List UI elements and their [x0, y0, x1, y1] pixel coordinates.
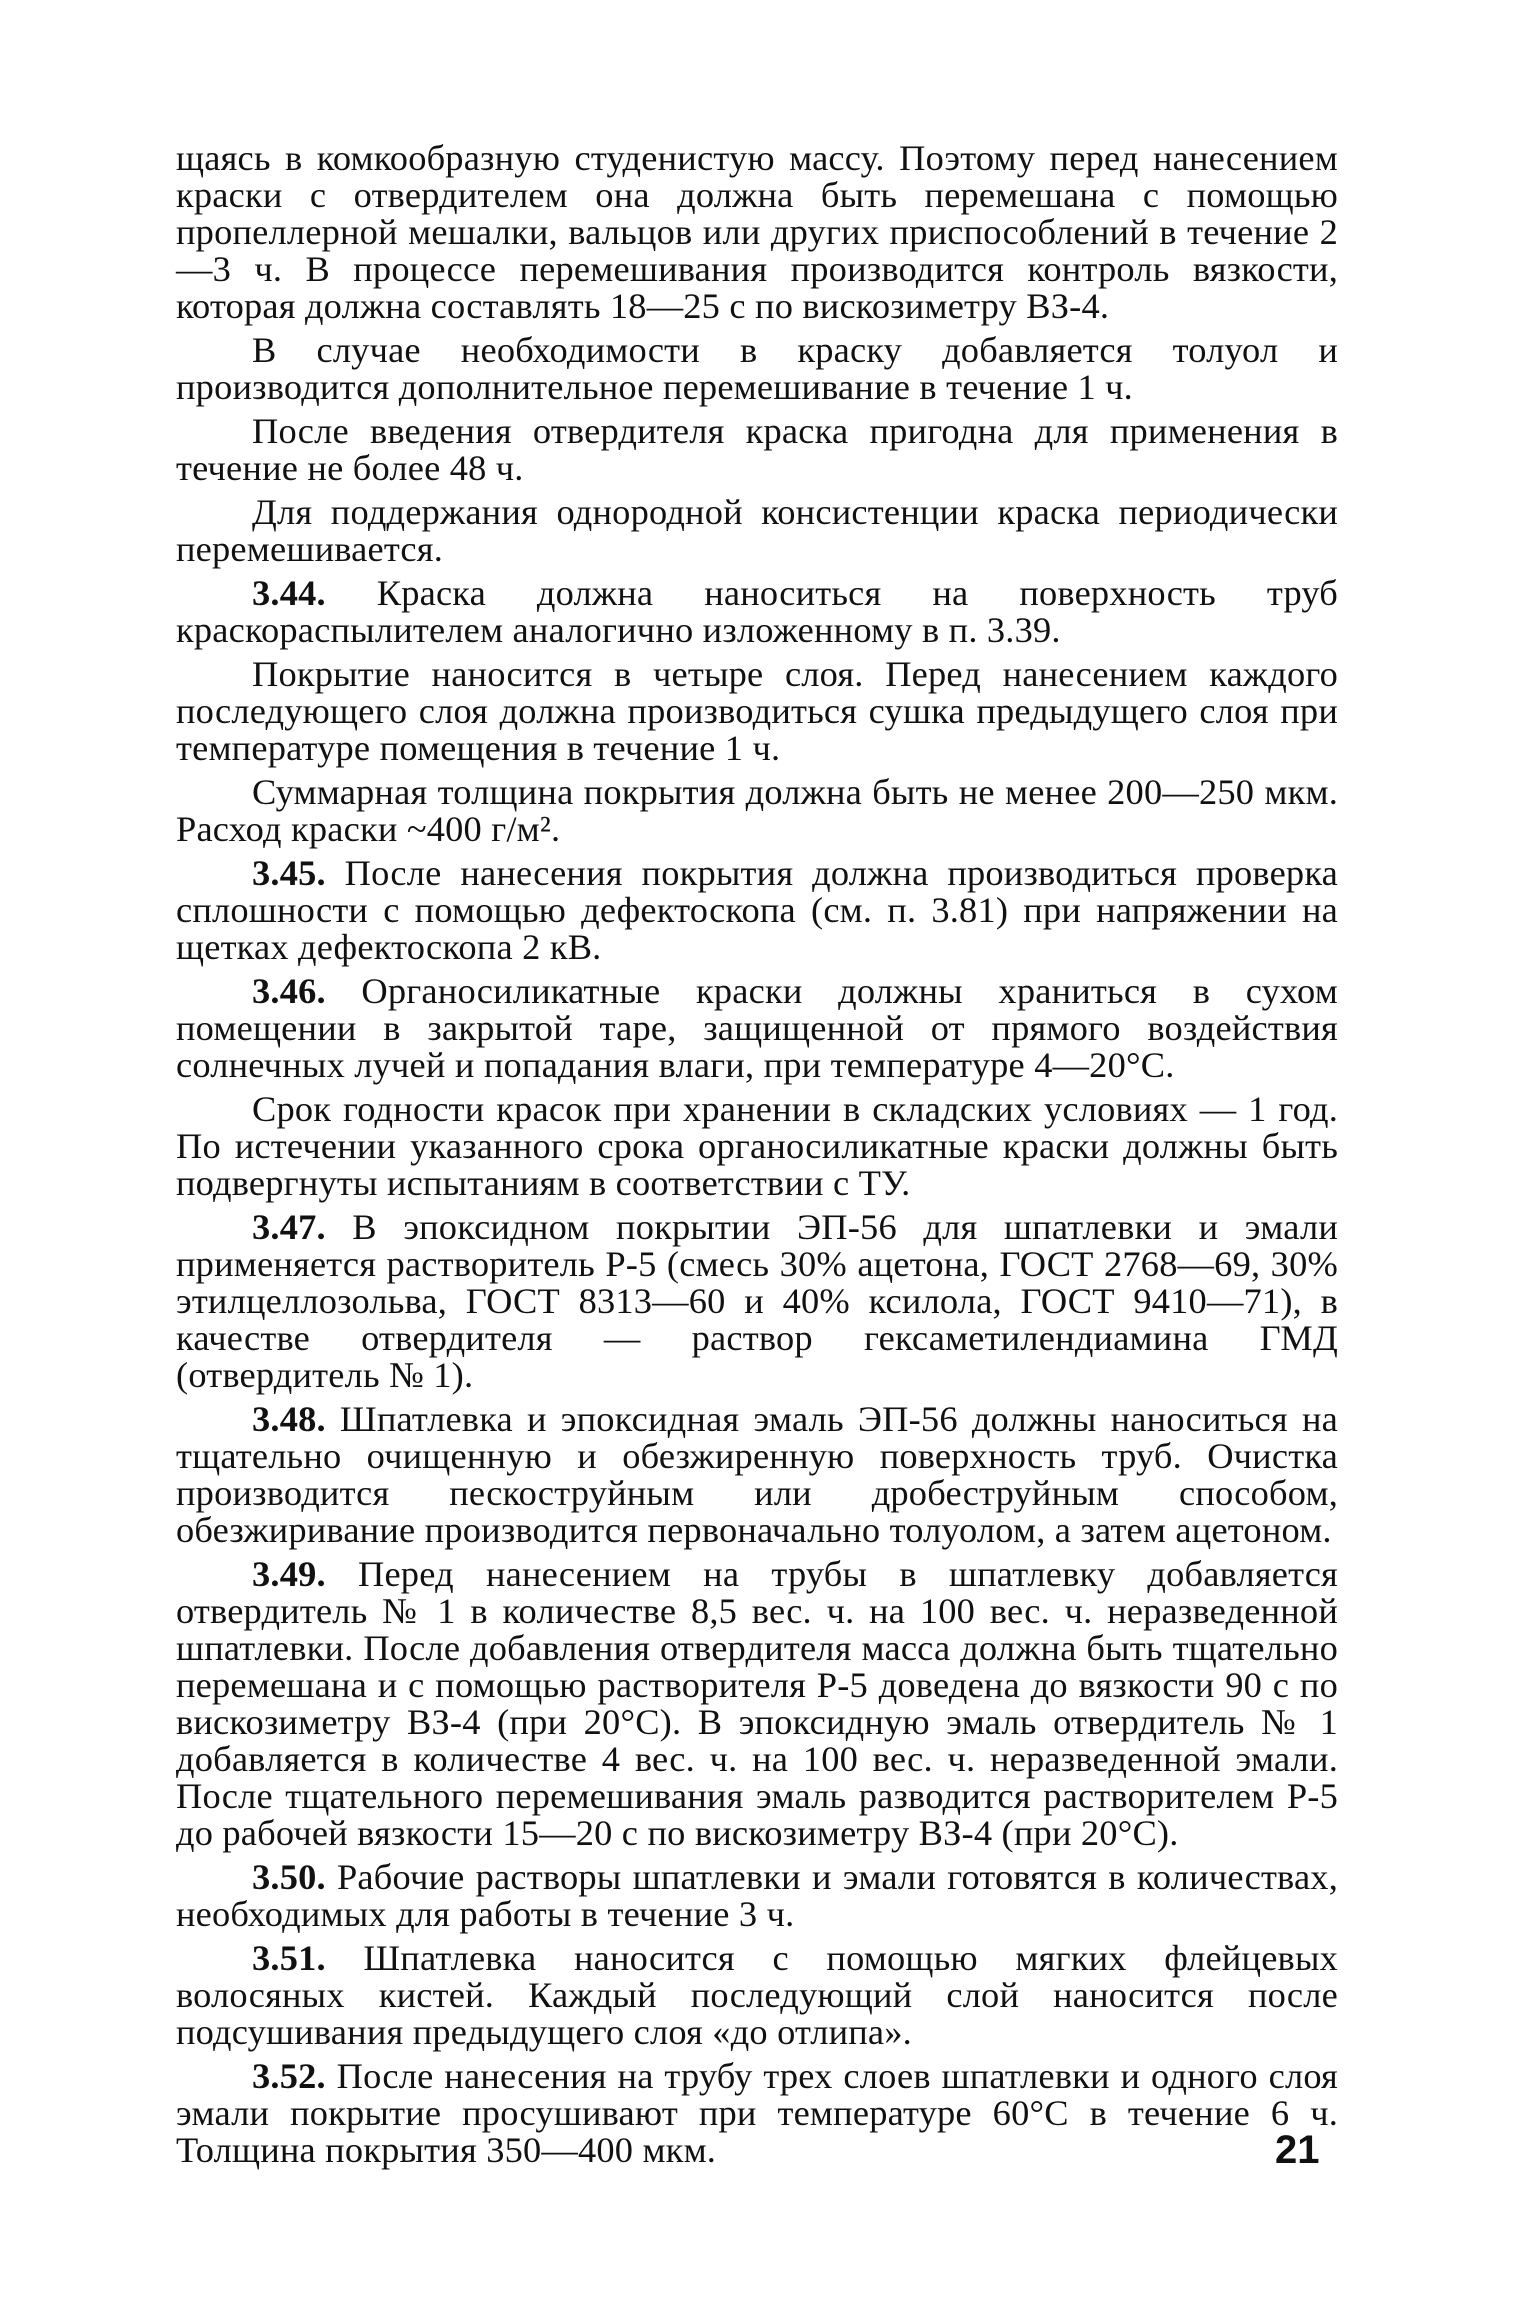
paragraph-text: Краска должна наноситься на поверхность труб краскораспылителем аналогично изложенному в п. 3.39.	[176, 573, 1338, 650]
paragraph-3-48	[176, 1401, 1338, 1549]
paragraph-text: После введения отвердителя краска пригодна для применения в течение не более 48 ч.	[176, 411, 1338, 488]
paragraph-thickness	[176, 774, 1338, 848]
paragraph-3-50	[176, 1859, 1338, 1933]
paragraph-layers	[176, 656, 1338, 767]
paragraph-text: Покрытие наносится в четыре слоя. Перед нанесением каждого последующего слоя должна производиться сушка предыдущего слоя при температуре помещения в течение 1 ч.	[176, 654, 1338, 768]
section-number: 3.47.	[252, 1207, 326, 1247]
paragraph-text: Для поддержания однородной консистенции краска периодически перемешивается.	[176, 492, 1338, 569]
section-number: 3.51.	[252, 1938, 326, 1978]
paragraph-3-51	[176, 1940, 1338, 2051]
document-page	[176, 140, 1338, 2176]
paragraph-text: В эпоксидном покрытии ЭП-56 для шпатлевки и эмали применяется растворитель Р-5 (смесь 30% ацетона, ГОСТ 2768—69, 30% этилцеллозольва, ГОСТ 8313—60 и 40% ксилола, ГОСТ 9410—71), в качестве отвердителя — раствор гексаметилендиамина ГМД (отвердитель № 1).	[176, 1207, 1338, 1395]
paragraph-text: После нанесения покрытия должна производиться проверка сплошности с помощью дефектоскопа (см. п. 3.81) при напряжении на щетках дефектоскопа 2 кВ.	[176, 853, 1338, 967]
paragraph-hardener-pot-life	[176, 413, 1338, 487]
paragraph-text: Шпатлевка и эпоксидная эмаль ЭП-56 должны наноситься на тщательно очищенную и обезжиренную поверхность труб. Очистка производится пескоструйным или дробеструйным способом, обезжиривание производится первоначально толуолом, а затем ацетоном.	[176, 1399, 1338, 1550]
paragraph-text: Срок годности красок при хранении в складских условиях — 1 год. По истечении указанного срока органосиликатные краски должны быть подвергнуты испытаниям в соответствии с ТУ.	[176, 1089, 1338, 1203]
paragraph-text: Шпатлевка наносится с помощью мягких флейцевых волосяных кистей. Каждый последующий слой наносится после подсушивания предыдущего слоя «до отлипа».	[176, 1938, 1338, 2052]
section-number: 3.44.	[252, 573, 326, 613]
paragraph-text: В случае необходимости в краску добавляется толуол и производится дополнительное перемешивание в течение 1 ч.	[176, 330, 1338, 407]
paragraph-consistency	[176, 494, 1338, 568]
paragraph-toluene	[176, 332, 1338, 406]
paragraph-text: Перед нанесением на трубы в шпатлевку добавляется отвердитель № 1 в количестве 8,5 вес. ч. на 100 вес. ч. неразведенной шпатлевки. После добавления отвердителя масса должна быть тщательно перемешана и с помощью растворителя Р-5 доведена до вязкости 90 с по вискозиметру ВЗ-4 (при 20°С). В эпоксидную эмаль отвердитель № 1 добавляется в количестве 4 вес. ч. на 100 вес. ч. неразведенной эмали. После тщательного перемешивания эмаль разводится растворителем Р-5 до рабочей вязкости 15—20 с по вискозиметру ВЗ-4 (при 20°С).	[176, 1554, 1338, 1853]
paragraph-3-44	[176, 575, 1338, 649]
paragraph-3-47	[176, 1209, 1338, 1394]
paragraph-3-52	[176, 2056, 1338, 2172]
paragraph-text: Суммарная толщина покрытия должна быть не менее 200—250 мкм. Расход краски ~400 г/м².	[176, 772, 1338, 849]
section-number: 3.52.	[252, 2056, 326, 2096]
section-number: 3.50.	[252, 1857, 326, 1897]
paragraph-text: Органосиликатные краски должны храниться в сухом помещении в закрытой таре, защищенной от прямого воздействия солнечных лучей и попадания влаги, при температуре 4—20°С.	[176, 971, 1338, 1085]
paragraph-3-45	[176, 855, 1338, 966]
paragraph-text: щаясь в комкообразную студенистую массу. Поэтому перед нанесением краски с отвердителем она должна быть перемешана с помощью пропеллерной мешалки, вальцов или других приспособлений в течение 2—3 ч. В процессе перемешивания производится контроль вязкости, которая должна составлять 18—25 с по вискозиметру ВЗ-4.	[176, 138, 1338, 326]
section-number: 3.49.	[252, 1554, 326, 1594]
paragraph-text: Рабочие растворы шпатлевки и эмали готовятся в количествах, необходимых для работы в течение 3 ч.	[176, 1857, 1338, 1934]
paragraph-3-49	[176, 1556, 1338, 1852]
paragraph-continuation	[176, 140, 1338, 325]
paragraph-text: После нанесения на трубу трех слоев шпатлевки и одного слоя эмали покрытие просушивают при температуре 60°С в течение 6 ч. Толщина покрытия 350—400 мкм.	[176, 2056, 1338, 2170]
section-number: 3.46.	[252, 971, 326, 1011]
page-number: 21	[1275, 2128, 1320, 2172]
paragraph-shelf-life	[176, 1091, 1338, 1202]
section-number: 3.48.	[252, 1399, 326, 1439]
section-number: 3.45.	[252, 853, 326, 893]
paragraph-3-46	[176, 973, 1338, 1084]
